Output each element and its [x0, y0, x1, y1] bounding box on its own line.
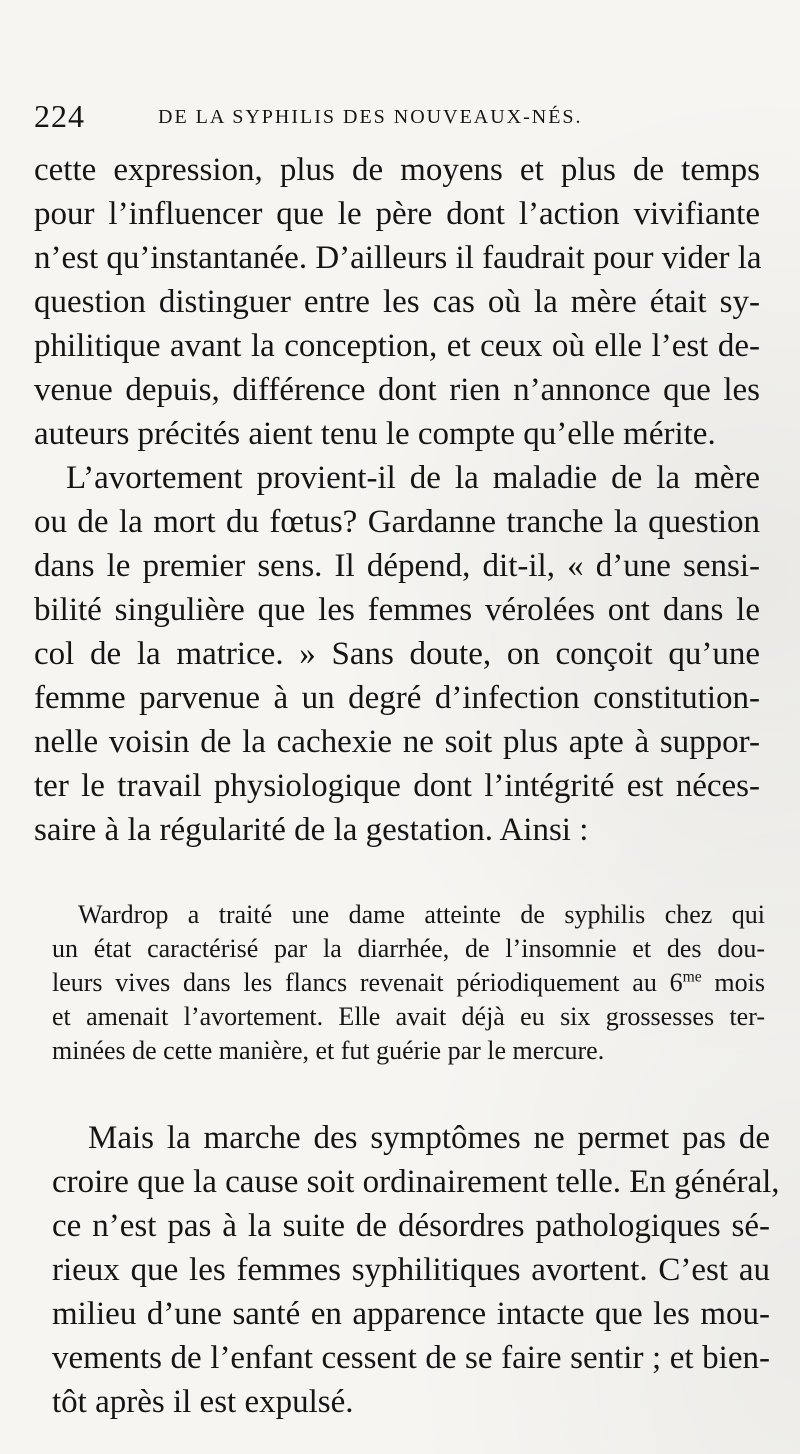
page-header — [34, 96, 734, 136]
text-line: Mais la marche des symptômes ne permet pas de — [88, 1120, 770, 1156]
text-line: auteurs précités aient tenu le compte qu’elle mérite. — [34, 416, 716, 452]
text-line: tôt après il est expulsé. — [52, 1384, 354, 1420]
text-line: rieux que les femmes syphilitiques avortent. C’est au — [52, 1252, 770, 1288]
text-line: femme parvenue à un degré d’infection constitution- — [34, 680, 760, 716]
text-line: question distinguer entre les cas où la mère était sy- — [34, 284, 760, 320]
text-line: croire que la cause soit ordinairement telle. En général, — [52, 1164, 780, 1200]
quote-line: un état caractérisé par la diarrhée, de l’insomnie et des dou- — [52, 934, 765, 963]
text-line: nelle voisin de la cachexie ne soit plus apte à suppor- — [34, 724, 760, 760]
text-line: ce n’est pas à la suite de désordres pathologiques sé- — [52, 1208, 770, 1244]
quote-line: Wardrop a traité une dame atteinte de syphilis chez qui — [78, 900, 765, 929]
text-line: venue depuis, différence dont rien n’annonce que les — [34, 372, 760, 408]
text-line: cette expression, plus de moyens et plus de temps — [34, 152, 760, 188]
text-line: vements de l’enfant cessent de se faire sentir ; et bien- — [52, 1340, 770, 1376]
text-line: ter le travail physiologique dont l’intégrité est néces- — [34, 768, 760, 804]
text-line: L’avortement provient-il de la maladie de la mère — [66, 460, 760, 496]
text-line: milieu d’une santé en apparence intacte que les mou- — [52, 1296, 770, 1332]
ordinal-superscript: me — [682, 968, 702, 986]
quote-line: et amenait l’avortement. Elle avait déjà eu six grossesses ter- — [52, 1002, 765, 1031]
text-line: saire à la régularité de la gestation. Ainsi : — [34, 812, 589, 848]
quote-line — [52, 966, 765, 1000]
quote-line-tail: mois — [701, 968, 765, 997]
page-number: 224 — [34, 98, 85, 134]
running-head: DE LA SYPHILIS DES NOUVEAUX-NÉS. — [158, 106, 583, 128]
quote-line: minées de cette manière, et fut guérie par le mercure. — [52, 1036, 605, 1065]
text-line: philitique avant la conception, et ceux où elle l’est de- — [34, 328, 760, 364]
text-line: col de la matrice. » Sans doute, on conçoit qu’une — [34, 636, 760, 672]
text-line: pour l’influencer que le père dont l’action vivifiante — [34, 196, 760, 232]
text-line: ou de la mort du fœtus? Gardanne tranche la question — [34, 504, 760, 540]
text-line: dans le premier sens. Il dépend, dit-il, « d’une sensi- — [34, 548, 760, 584]
text-line: bilité singulière que les femmes vérolées ont dans le — [34, 592, 760, 628]
quote-line-text: leurs vives dans les flancs revenait périodiquement au 6 — [52, 968, 683, 997]
text-line: n’est qu’instantanée. D’ailleurs il faudrait pour vider la — [34, 240, 762, 276]
